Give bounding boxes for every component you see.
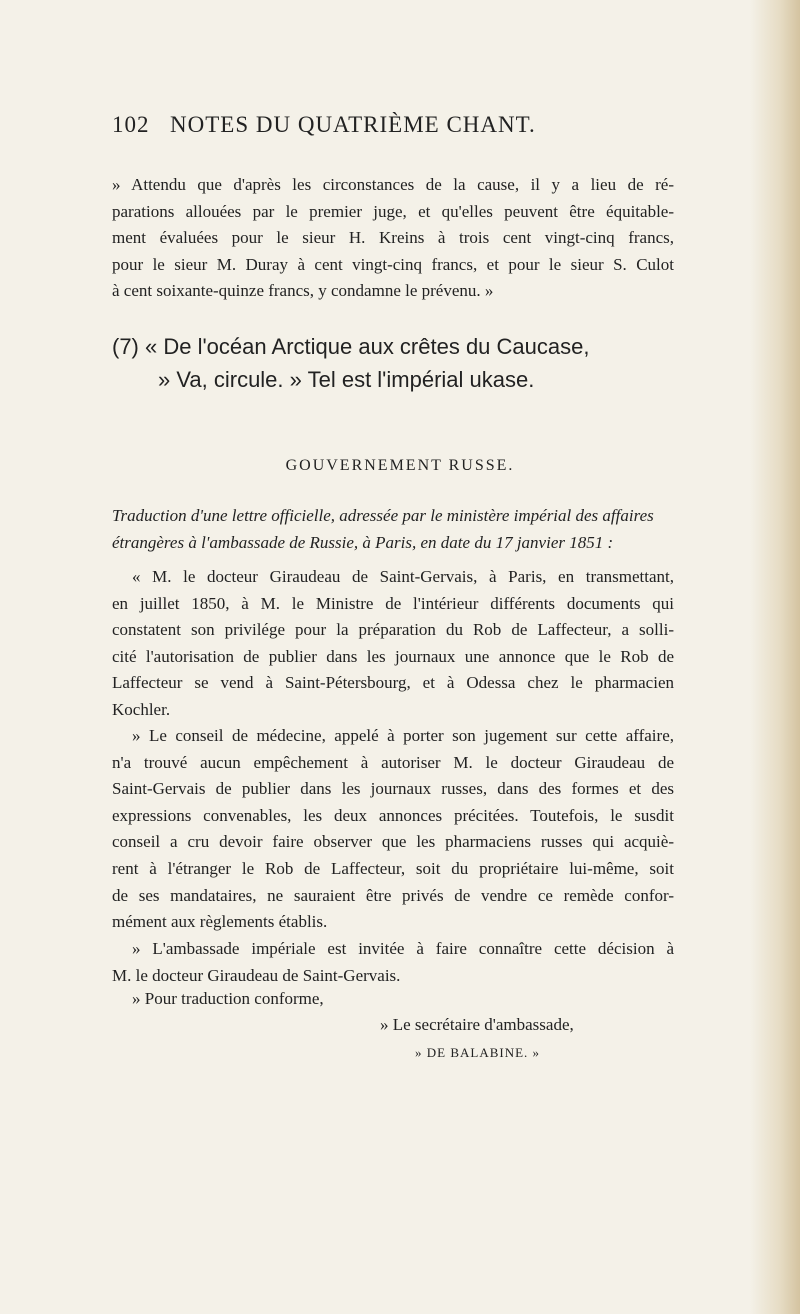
text-line: rent à l'étranger le Rob de Laffecteur, soit du propriétaire lui-même, soit [112,858,674,878]
note-7-verse [112,330,672,396]
letter-intro [112,502,674,556]
running-header [112,112,612,138]
text-line: de ses mandataires, ne sauraient être privés de vendre ce remède confor- [112,885,674,905]
intro-line: Traduction d'une lettre officielle, adressée par le ministère impérial des affaires [112,506,654,525]
paragraph-judgment [112,172,674,305]
page-edge-shadow [750,0,800,1314]
intro-line: étrangères à l'ambassade de Russie, à Paris, en date du 17 janvier 1851 : [112,533,614,552]
text-line: en juillet 1850, à M. le Ministre de l'intérieur différents documents qui [112,593,674,613]
text-line: cité l'autorisation de publier dans les journaux une annonce que le Rob de [112,646,674,666]
section-title: GOUVERNEMENT RUSSE. [285,457,515,474]
note-label: (7) [112,334,139,359]
text-line: expressions convenables, les deux annonces précitées. Toutefois, le susdit [112,805,674,825]
paragraph-request [112,564,674,724]
running-title: NOTES DU QUATRIÈME CHANT. [170,112,536,137]
text-line: pour le sieur M. Duray à cent vingt-cinq francs, et pour le sieur S. Culot [112,254,674,274]
text-line: constatent son privilége pour la préparation du Rob de Laffecteur, a solli- [112,620,674,640]
text-line: mément aux règlements établis. [112,912,328,932]
text-line: Saint-Gervais de publier dans les journaux russes, dans des formes et des [112,779,674,799]
verse-line-1: (7) « De l'océan Arctique aux crêtes du Caucase, [112,334,590,359]
signature-role: » Le secrétaire d'ambassade, [380,1015,574,1034]
text-line: Laffecteur se vend à Saint-Pétersbourg, et à Odessa chez le pharmacien [112,673,674,693]
text-line: parations allouées par le premier juge, et qu'elles peuvent être équitable- [112,201,674,221]
text-line: « M. le docteur Giraudeau de Saint-Gervais, à Paris, en transmettant, [132,567,674,586]
signature-name: » DE BALABINE. » [415,1045,541,1060]
text-line: M. le docteur Giraudeau de Saint-Gervais. [112,965,401,985]
verse-line-2: » Va, circule. » Tel est l'impérial ukase. [158,367,535,392]
text-line: Kochler. [112,699,171,719]
paragraph-council [112,723,674,936]
text-line: conseil a cru devoir faire observer que les pharmaciens russes qui acquiè- [112,832,674,852]
text-line: » L'ambassade impériale est invitée à faire connaître cette décision à [132,939,674,958]
text-line: ment évaluées pour le sieur H. Kreins à trois cent vingt-cinq francs, [112,228,674,248]
text-line: à cent soixante-quinze francs, y condamne le prévenu. » [112,281,494,301]
page-number: 102 [112,112,150,137]
text-line: » Attendu que d'après les circonstances de la cause, il y a lieu de ré- [112,175,674,194]
text-line: n'a trouvé aucun empêchement à autoriser M. le docteur Giraudeau de [112,752,674,772]
paragraph-embassy [112,936,674,989]
text-line: » Le conseil de médecine, appelé à porter son jugement sur cette affaire, [132,726,674,745]
closing-line: » Pour traduction conforme, [132,989,324,1008]
